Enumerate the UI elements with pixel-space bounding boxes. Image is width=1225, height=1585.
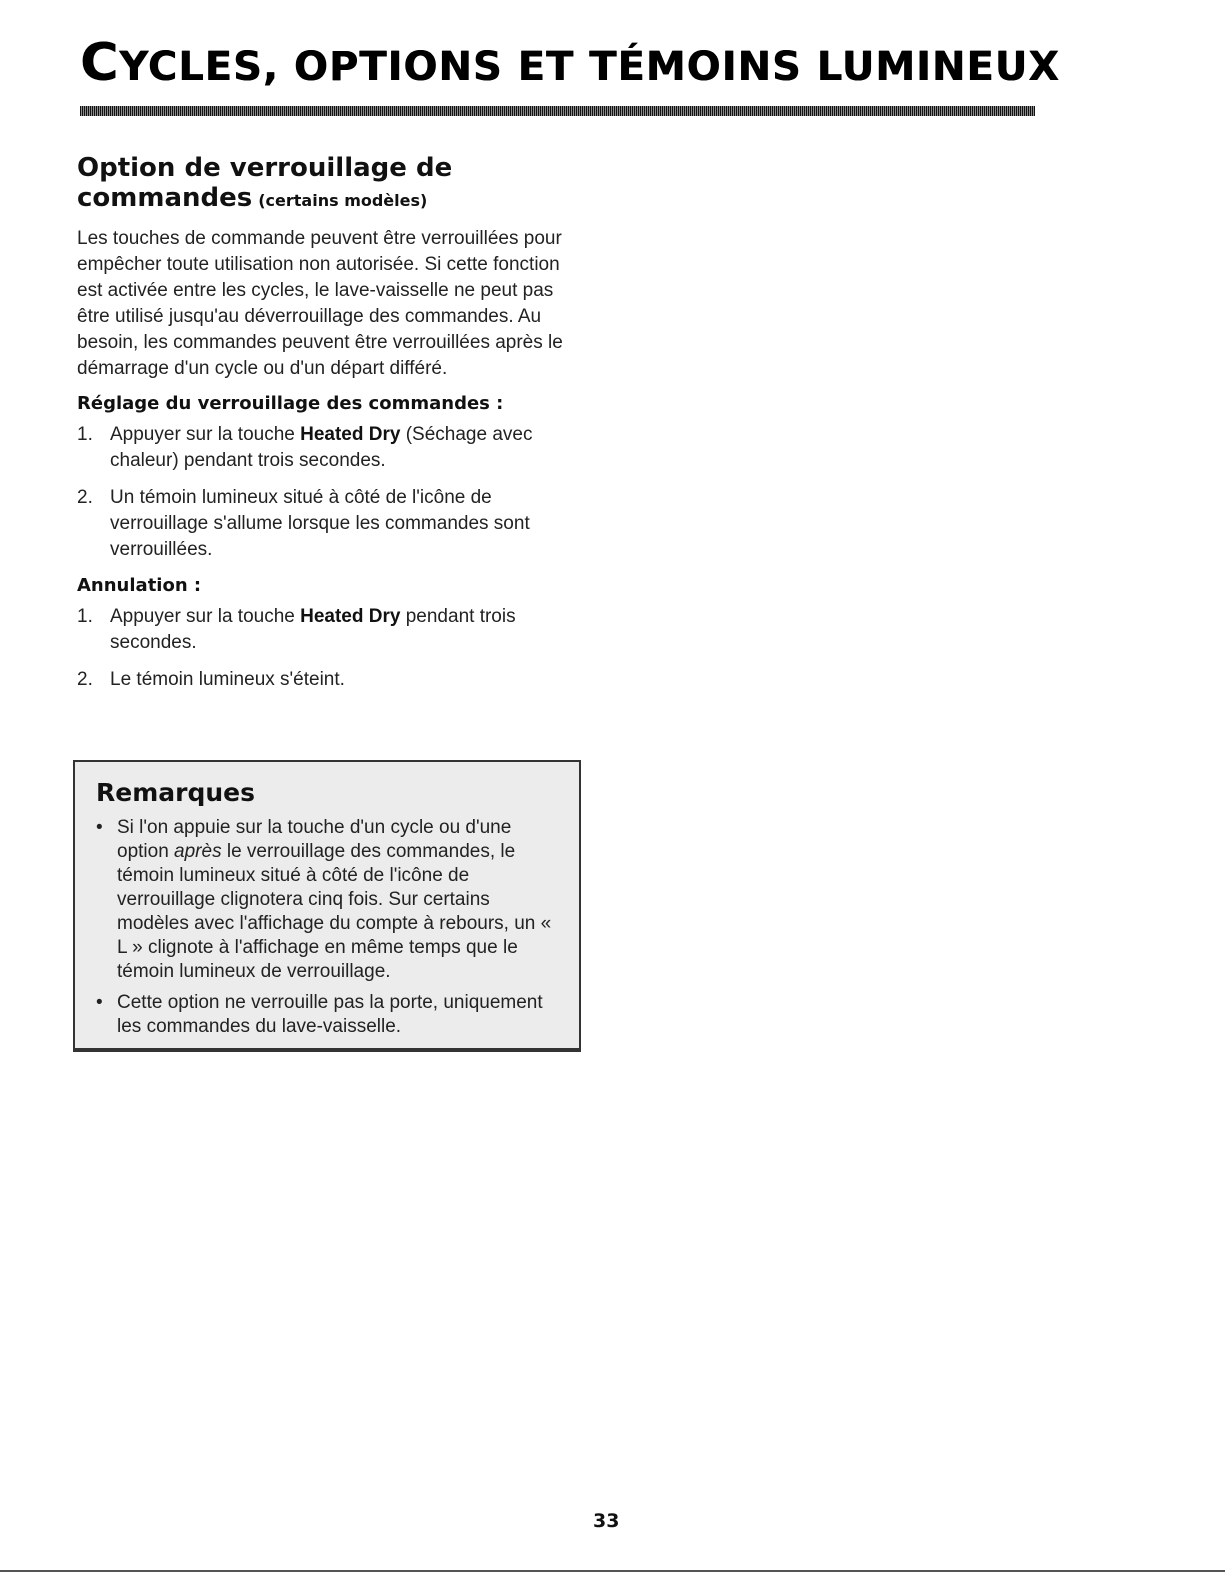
setup-step-2	[77, 485, 585, 563]
note-text: Cette option ne verrouille pas la porte, uniquement les commandes du lave-vaisselle.	[117, 992, 543, 1037]
intro-paragraph: Les touches de commande peuvent être verrouillées pour empêcher toute utilisation non autorisée. Si cette fonction est activée entre les cycles, le lave-vaisselle ne peut pas être utilisé jusqu'au déverrouillage des commandes. Au besoin, les commandes peuvent être verrouillées après le démarrage d'un cycle ou d'un départ différé.	[77, 228, 563, 379]
page-header	[80, 33, 1060, 116]
bullet-icon: •	[96, 992, 103, 1013]
step-text-after: pendant trois secondes.	[110, 606, 516, 653]
step-text: Le témoin lumineux s'éteint.	[110, 669, 345, 690]
title-rule	[80, 106, 1035, 116]
step-text-after: (Séchage avec chaleur) pendant trois secondes.	[110, 424, 533, 471]
step-number: 2.	[77, 487, 93, 508]
bottom-rule	[0, 1570, 1225, 1572]
step-text: Un témoin lumineux situé à côté de l'icône de verrouillage s'allume lorsque les commandes sont verrouillées.	[110, 487, 530, 560]
heated-dry-key-label: Heated Dry	[300, 424, 401, 445]
section-heading-line2-wrap	[77, 183, 585, 216]
notes-title: Remarques	[96, 778, 255, 807]
heated-dry-key-label: Heated Dry	[300, 606, 401, 627]
note-emphasis: après	[174, 841, 222, 862]
setup-step-1	[77, 422, 585, 474]
section-heading	[77, 153, 585, 216]
cancel-steps	[77, 604, 585, 693]
page-title-rest: YCLES, OPTIONS ET TÉMOINS LUMINEUX	[119, 44, 1060, 90]
main-content	[77, 153, 585, 704]
setup-heading: Réglage du verrouillage des commandes :	[77, 393, 504, 414]
note-text-before: Si l'on appuie sur la touche d'un cycle ou d'une option	[117, 817, 512, 862]
notes-box	[73, 760, 581, 1052]
step-number: 2.	[77, 669, 93, 690]
page-number: 33	[593, 1510, 620, 1532]
notes-list	[96, 816, 563, 1039]
section-heading-line1: Option de verrouillage de	[77, 153, 453, 183]
step-number: 1.	[77, 606, 93, 627]
bullet-icon: •	[96, 817, 103, 838]
note-text-after: le verrouillage des commandes, le témoin lumineux situé à côté de l'icône de verrouillage clignotera cinq fois. Sur certains modèles avec l'affichage du compte à rebours, un « L » clignote à l'affichage en même temps que le témoin lumineux de verrouillage.	[117, 841, 552, 982]
setup-steps	[77, 422, 585, 563]
step-text-before: Appuyer sur la touche	[110, 424, 301, 445]
step-number: 1.	[77, 424, 93, 445]
section-heading-note: (certains modèles)	[258, 191, 428, 210]
page-title	[80, 33, 1060, 93]
section-heading-line2: commandes	[77, 183, 253, 213]
cancel-heading: Annulation :	[77, 575, 202, 596]
cancel-step-1	[77, 604, 585, 656]
note-item-2	[96, 991, 563, 1039]
page-title-initial: C	[80, 33, 120, 93]
note-item-1	[96, 816, 563, 984]
cancel-step-2	[77, 667, 585, 693]
step-text-before: Appuyer sur la touche	[110, 606, 301, 627]
